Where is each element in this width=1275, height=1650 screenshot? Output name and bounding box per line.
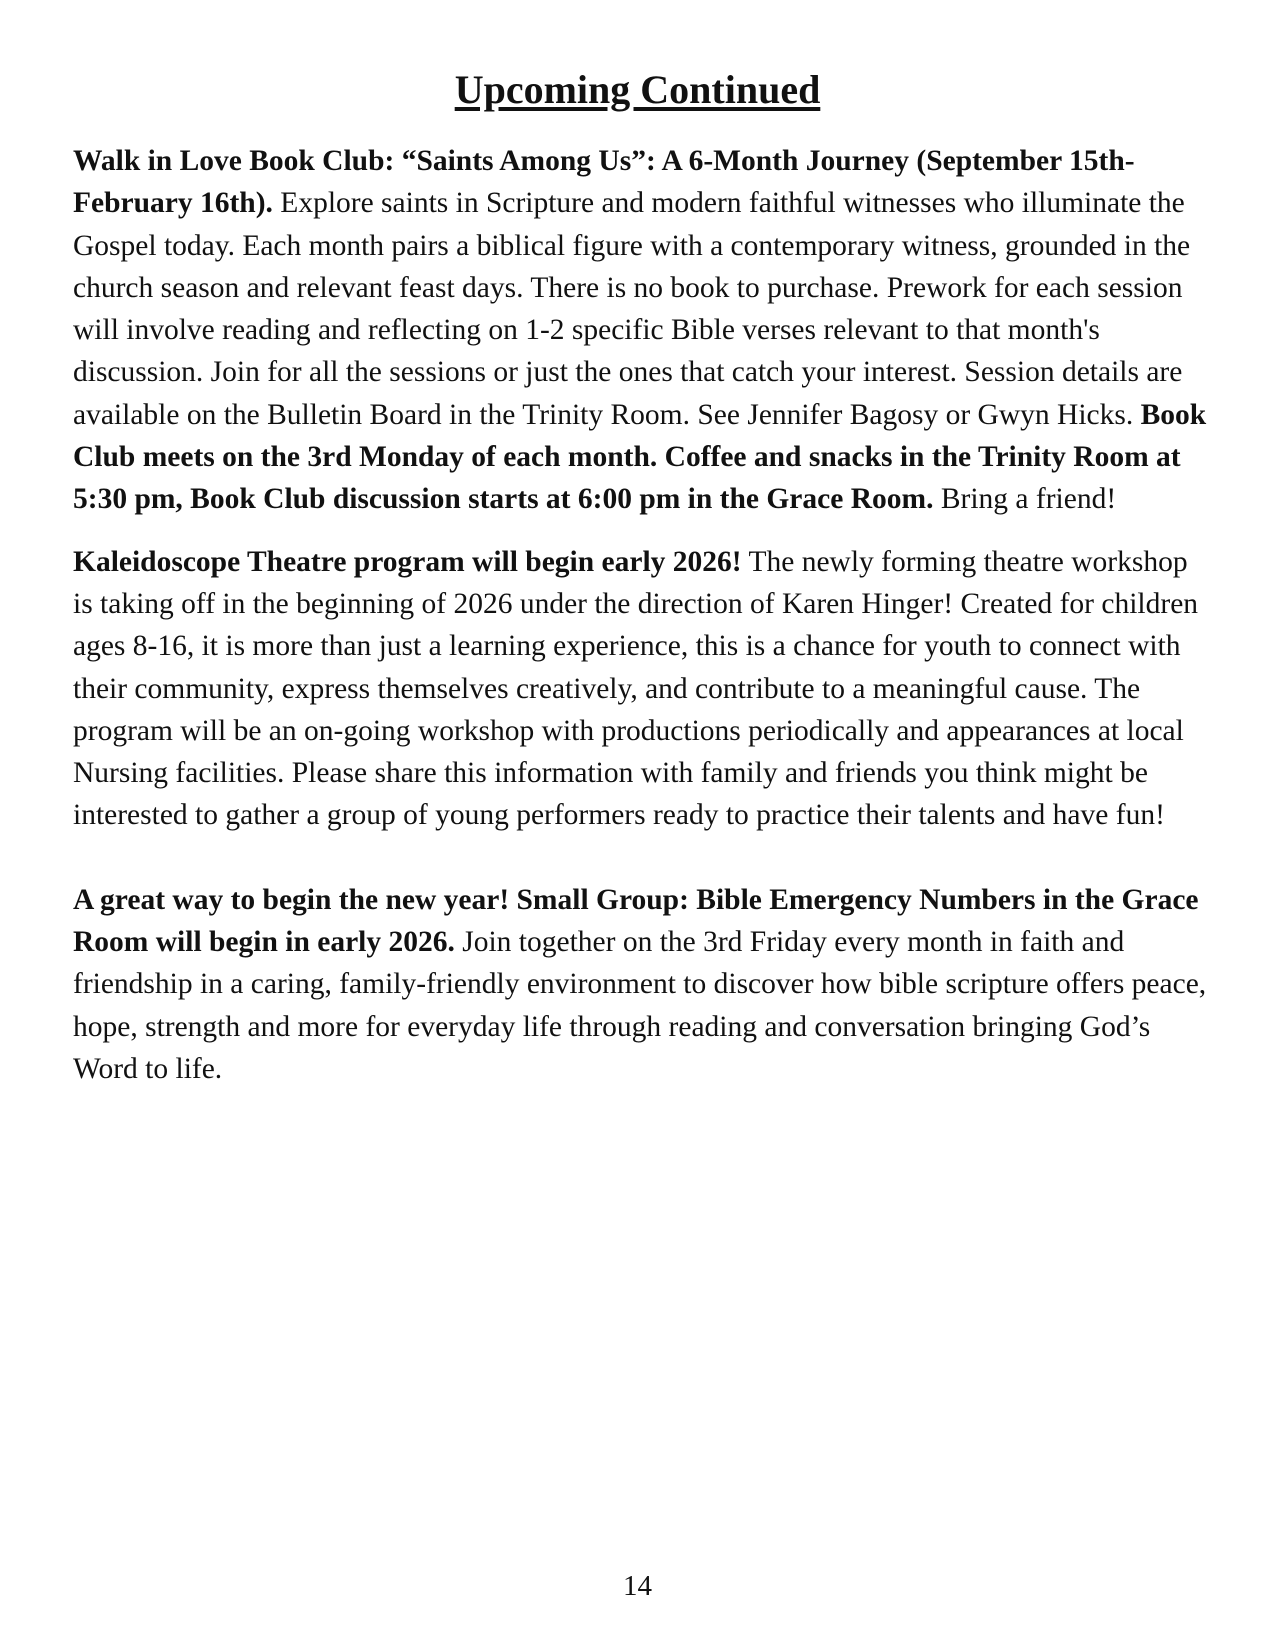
theatre-paragraph <box>73 541 1208 837</box>
theatre-heading: Kaleidoscope Theatre program will begin early 2026! <box>73 545 742 578</box>
book-club-schedule: Book Club meets on the 3rd Monday of each month. Coffee and snacks in the Trinity Room at 5:30 pm, Book Club discussion starts at 6:00 pm in the Grace Room. <box>73 398 1207 516</box>
theatre-body: The newly forming theatre workshop is taking off in the beginning of 2026 under the direction of Karen Hinger! Created for children ages 8-16, it is more than just a learning experience, this is a chance for youth to connect with their community, express themselves creatively, and contribute to a meaningful cause. The program will be an on-going workshop with productions periodically and appearances at local Nursing facilities. Please share this information with family and friends you think might be interested to gather a group of young performers ready to practice their talents and have fun! <box>73 545 1199 832</box>
small-group-body: Join together on the 3rd Friday every month in faith and friendship in a caring, family-friendly environment to discover how bible scripture offers peace, hope, strength and more for everyday life through reading and conversation bringing God’s Word to life. <box>73 926 1207 1085</box>
small-group-paragraph <box>73 879 1208 1090</box>
small-group-heading: A great way to begin the new year! Small Group: Bible Emergency Numbers in the Grace Room will begin in early 2026. <box>73 883 1199 959</box>
page-number: 14 <box>623 1570 652 1602</box>
book-club-paragraph <box>73 140 1208 521</box>
book-club-closing: Bring a friend! <box>933 483 1117 516</box>
page-content <box>73 140 1208 1090</box>
page-title: Upcoming Continued <box>454 67 821 112</box>
book-club-body: Explore saints in Scripture and modern faithful witnesses who illuminate the Gospel today. Each month pairs a biblical figure with a contemporary witness, grounded in the church season and relevant feast days. There is no book to purchase. Prework for each session will involve reading and reflecting on 1-2 specific Bible verses relevant to that month's discussion. Join for all the sessions or just the ones that catch your interest. Session details are available on the Bulletin Board in the Trinity Room. See Jennifer Bagosy or Gwyn Hicks. <box>73 187 1191 431</box>
book-club-heading: Walk in Love Book Club: “Saints Among Us”: A 6-Month Journey (September 15th-February 16th). <box>73 145 1135 220</box>
